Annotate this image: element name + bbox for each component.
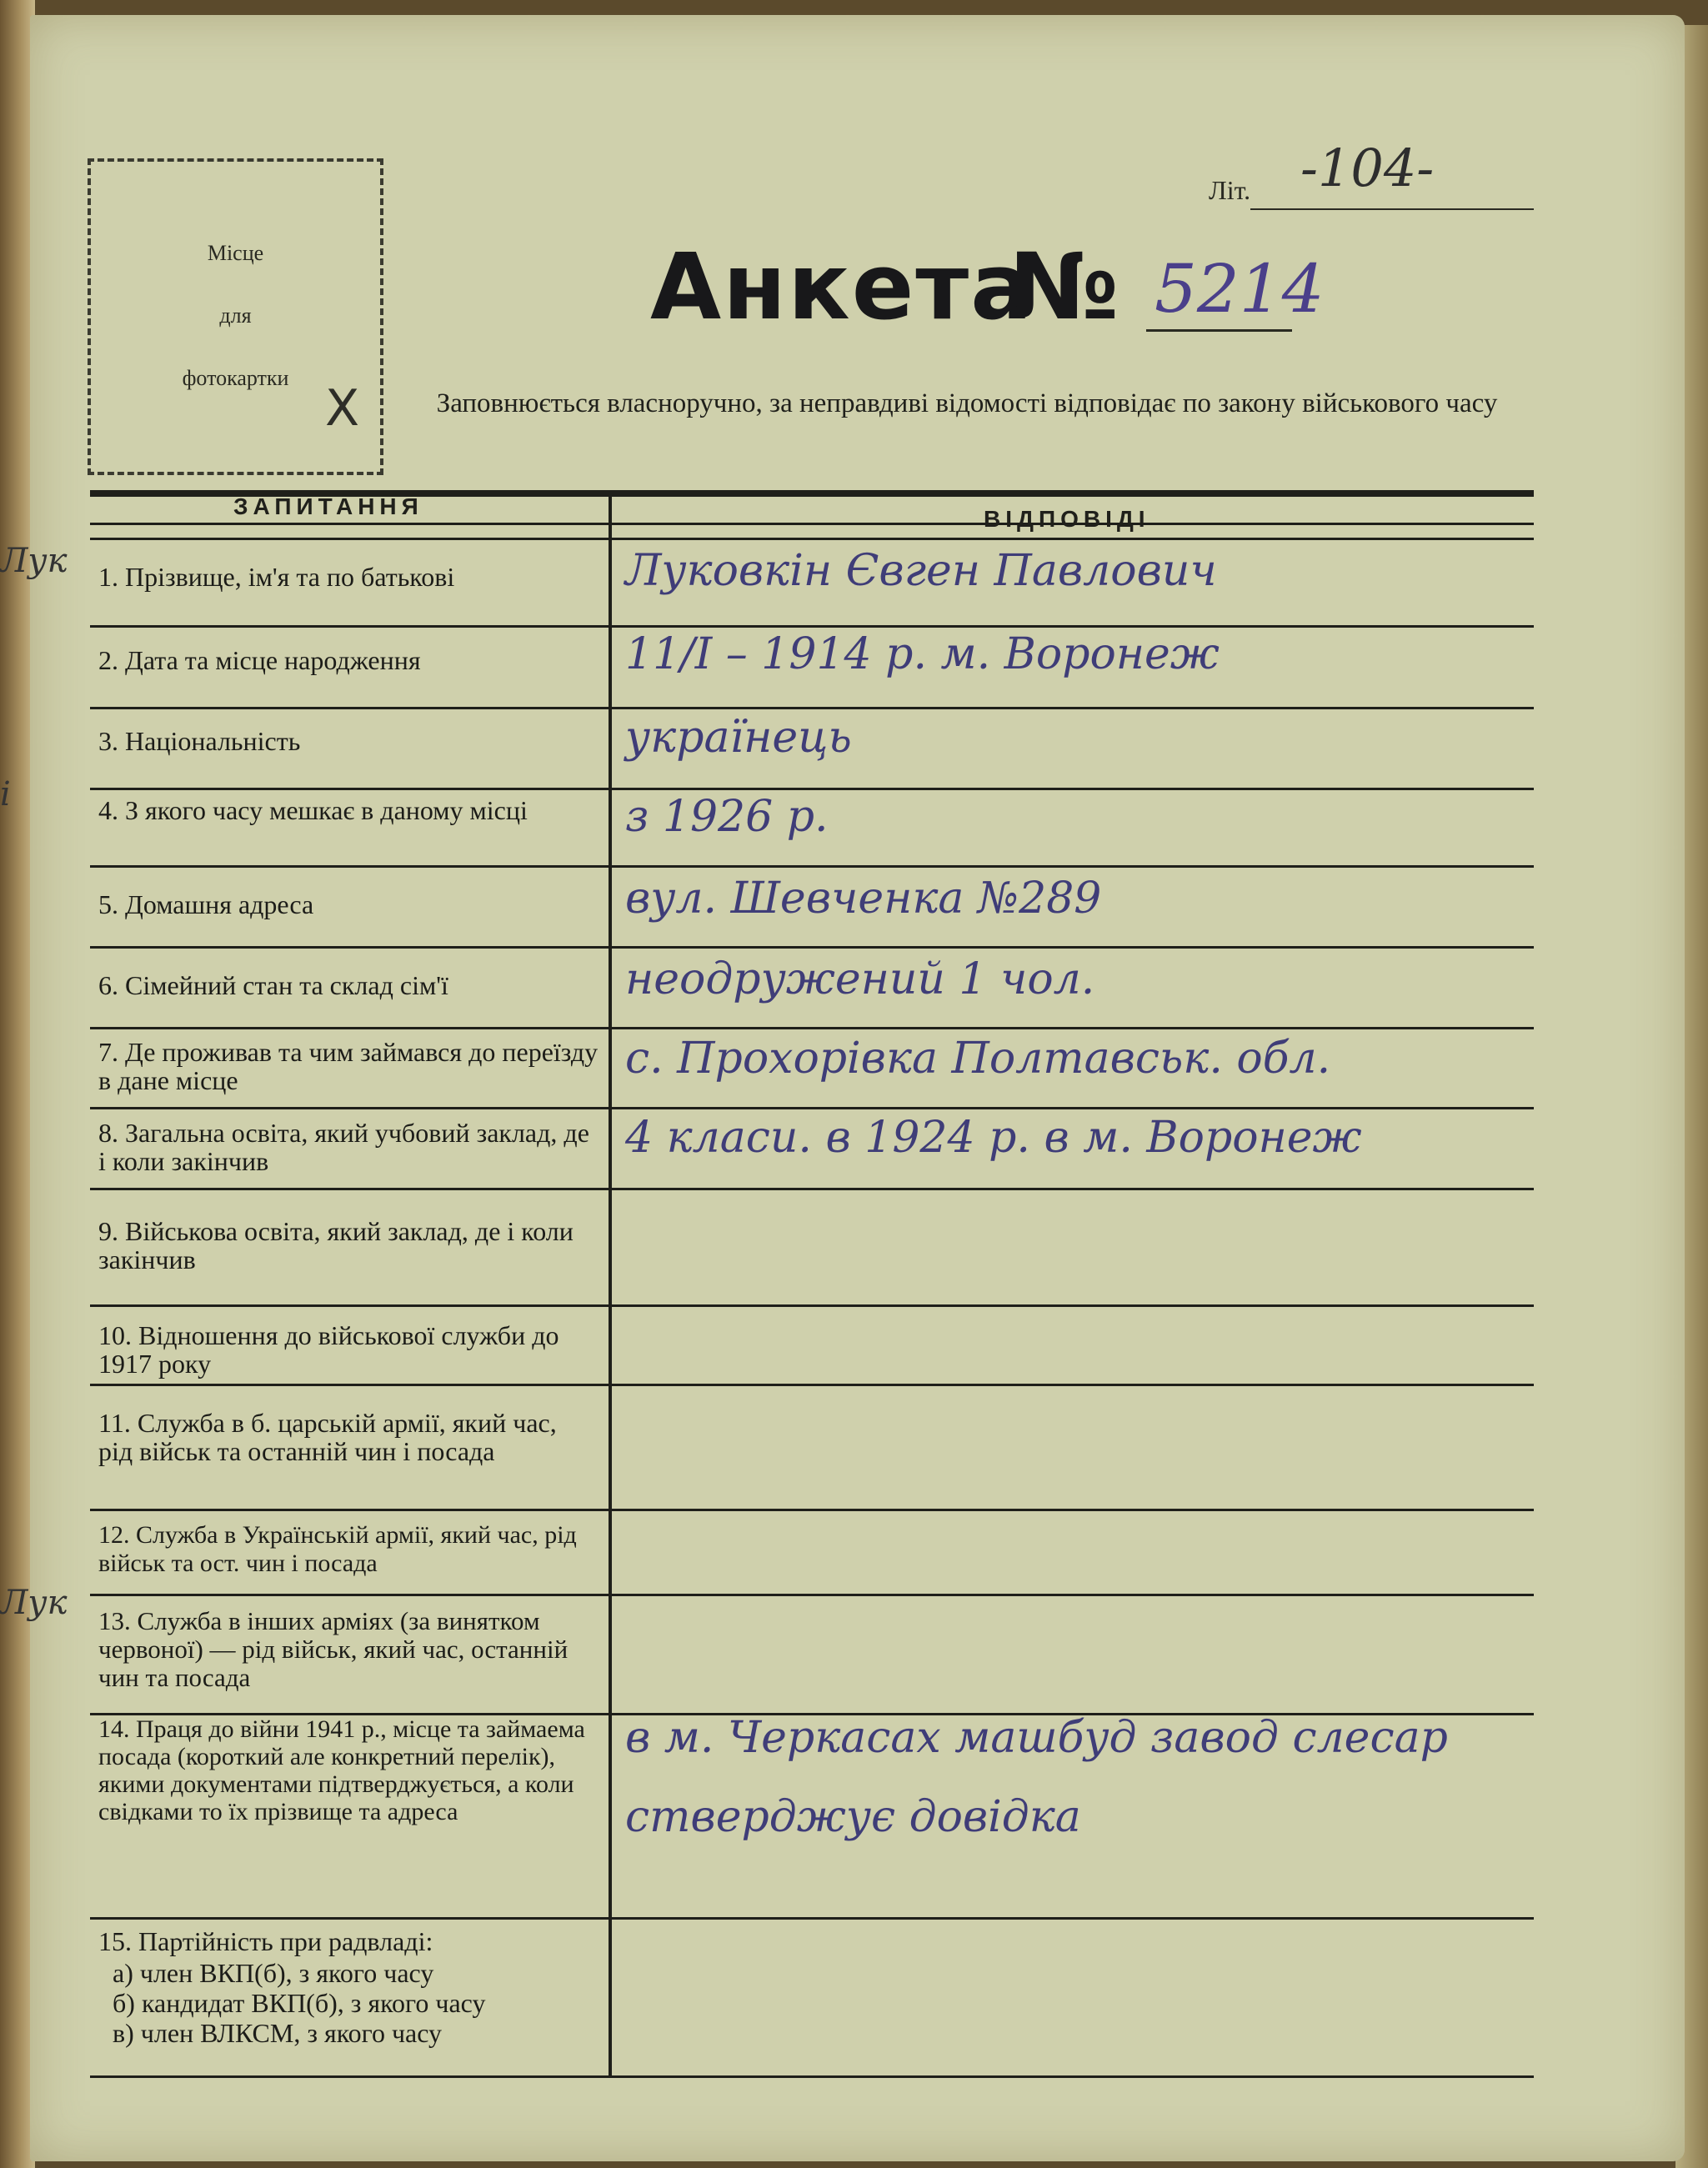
sheet-line xyxy=(1250,208,1534,210)
margin-note: Лук xyxy=(0,1584,68,1622)
sheet-number: -104- xyxy=(1300,138,1435,198)
row-rule xyxy=(90,538,1534,540)
row-rule xyxy=(90,1509,1534,1511)
answer-5: вул. Шевченка №289 xyxy=(625,874,1102,924)
question-15b: б) кандидат ВКП(б), з якого часу xyxy=(113,1988,486,2018)
question-12: 12. Служба в Українській армії, який час, рід військ та ост. чин і посада xyxy=(98,1521,577,1577)
answer-1: Луковкін Євген Павлович xyxy=(625,546,1217,596)
question-13: 13. Служба в інших арміях (за винятком червоної) — рід військ, який час, останній чин та посада xyxy=(98,1606,568,1692)
row-rule xyxy=(90,865,1534,868)
column-header-question: ЗАПИТАННЯ xyxy=(233,493,423,519)
question-9: 9. Військова освіта, який заклад, де і коли закінчив xyxy=(98,1216,574,1274)
row-rule xyxy=(90,625,1534,628)
question-15c: в) член ВЛКСМ, з якого часу xyxy=(113,2018,443,2048)
question-2: 2. Дата та місце народження xyxy=(98,645,421,675)
answer-14: в м. Черкасах машбуд завод слесар xyxy=(625,1713,1448,1763)
question-3: 3. Національність xyxy=(98,726,301,756)
photo-mark: X xyxy=(325,379,360,438)
answer-4: з 1926 р. xyxy=(625,792,829,842)
answer-3: українець xyxy=(625,713,852,763)
row-rule xyxy=(90,1594,1534,1596)
question-15a: а) член ВКП(б), з якого часу xyxy=(113,1958,434,1988)
row-rule xyxy=(90,2075,1534,2078)
form-number: 5214 xyxy=(1155,250,1325,328)
photo-label: Місце xyxy=(207,241,264,265)
question-7: 7. Де проживав та чим займався до переїзду в дане місце xyxy=(98,1037,599,1095)
margin-note: і xyxy=(0,775,11,814)
question-1: 1. Прізвище, ім'я та по батькові xyxy=(98,562,455,592)
page-subtitle: Заповнюється власноручно, за неправдиві відомості відповідає по закону військового часу xyxy=(436,388,1498,418)
number-sign: № xyxy=(1009,233,1119,340)
row-rule xyxy=(90,788,1534,790)
question-6: 6. Сімейний стан та склад сім'ї xyxy=(98,970,448,1000)
page-title: Анкета xyxy=(650,233,1034,340)
answer-8: 4 класи. в 1924 р. в м. Воронеж xyxy=(625,1113,1362,1163)
table-column-divider xyxy=(609,493,612,2077)
row-rule xyxy=(90,1027,1534,1029)
row-rule xyxy=(90,1107,1534,1109)
question-8: 8. Загальна освіта, який учбовий заклад, де і коли закінчив xyxy=(98,1118,589,1176)
column-header-answer: ВІДПОВІДІ xyxy=(984,506,1150,532)
row-rule xyxy=(90,1188,1534,1190)
sheet-label: Літ. xyxy=(1209,175,1251,205)
answer-6: неодружений 1 чол. xyxy=(625,954,1095,1004)
row-rule xyxy=(90,1917,1534,1920)
answer-2: 11/I – 1914 р. м. Воронеж xyxy=(625,629,1220,679)
question-10: 10. Відношення до військової служби до 1917 року xyxy=(98,1320,559,1379)
photo-label: для xyxy=(219,303,252,328)
row-rule xyxy=(90,1304,1534,1307)
question-14: 14. Праця до війни 1941 р., місце та займаема посада (короткий але конкретний перелік), якими документами підтверджується, а коли свідками то їх прізвище та адреса xyxy=(98,1715,585,1825)
form-number-line xyxy=(1146,329,1292,332)
table-rule xyxy=(90,523,1534,525)
photo-label: фотокартки xyxy=(182,366,289,390)
question-5: 5. Домашня адреса xyxy=(98,889,314,919)
margin-note: Лук xyxy=(0,542,68,580)
row-rule xyxy=(90,1384,1534,1386)
answer-7: с. Прохорівка Полтавськ. обл. xyxy=(625,1034,1331,1084)
question-11: 11. Служба в б. царській армії, який час, рід військ та останній чин і посада xyxy=(98,1408,557,1466)
question-15: 15. Партійність при радвладі: xyxy=(98,1926,433,1956)
row-rule xyxy=(90,946,1534,949)
question-4: 4. З якого часу мешкає в даному місці xyxy=(98,795,528,825)
answer-14-continued: стверджує довідка xyxy=(625,1792,1081,1842)
row-rule xyxy=(90,707,1534,709)
